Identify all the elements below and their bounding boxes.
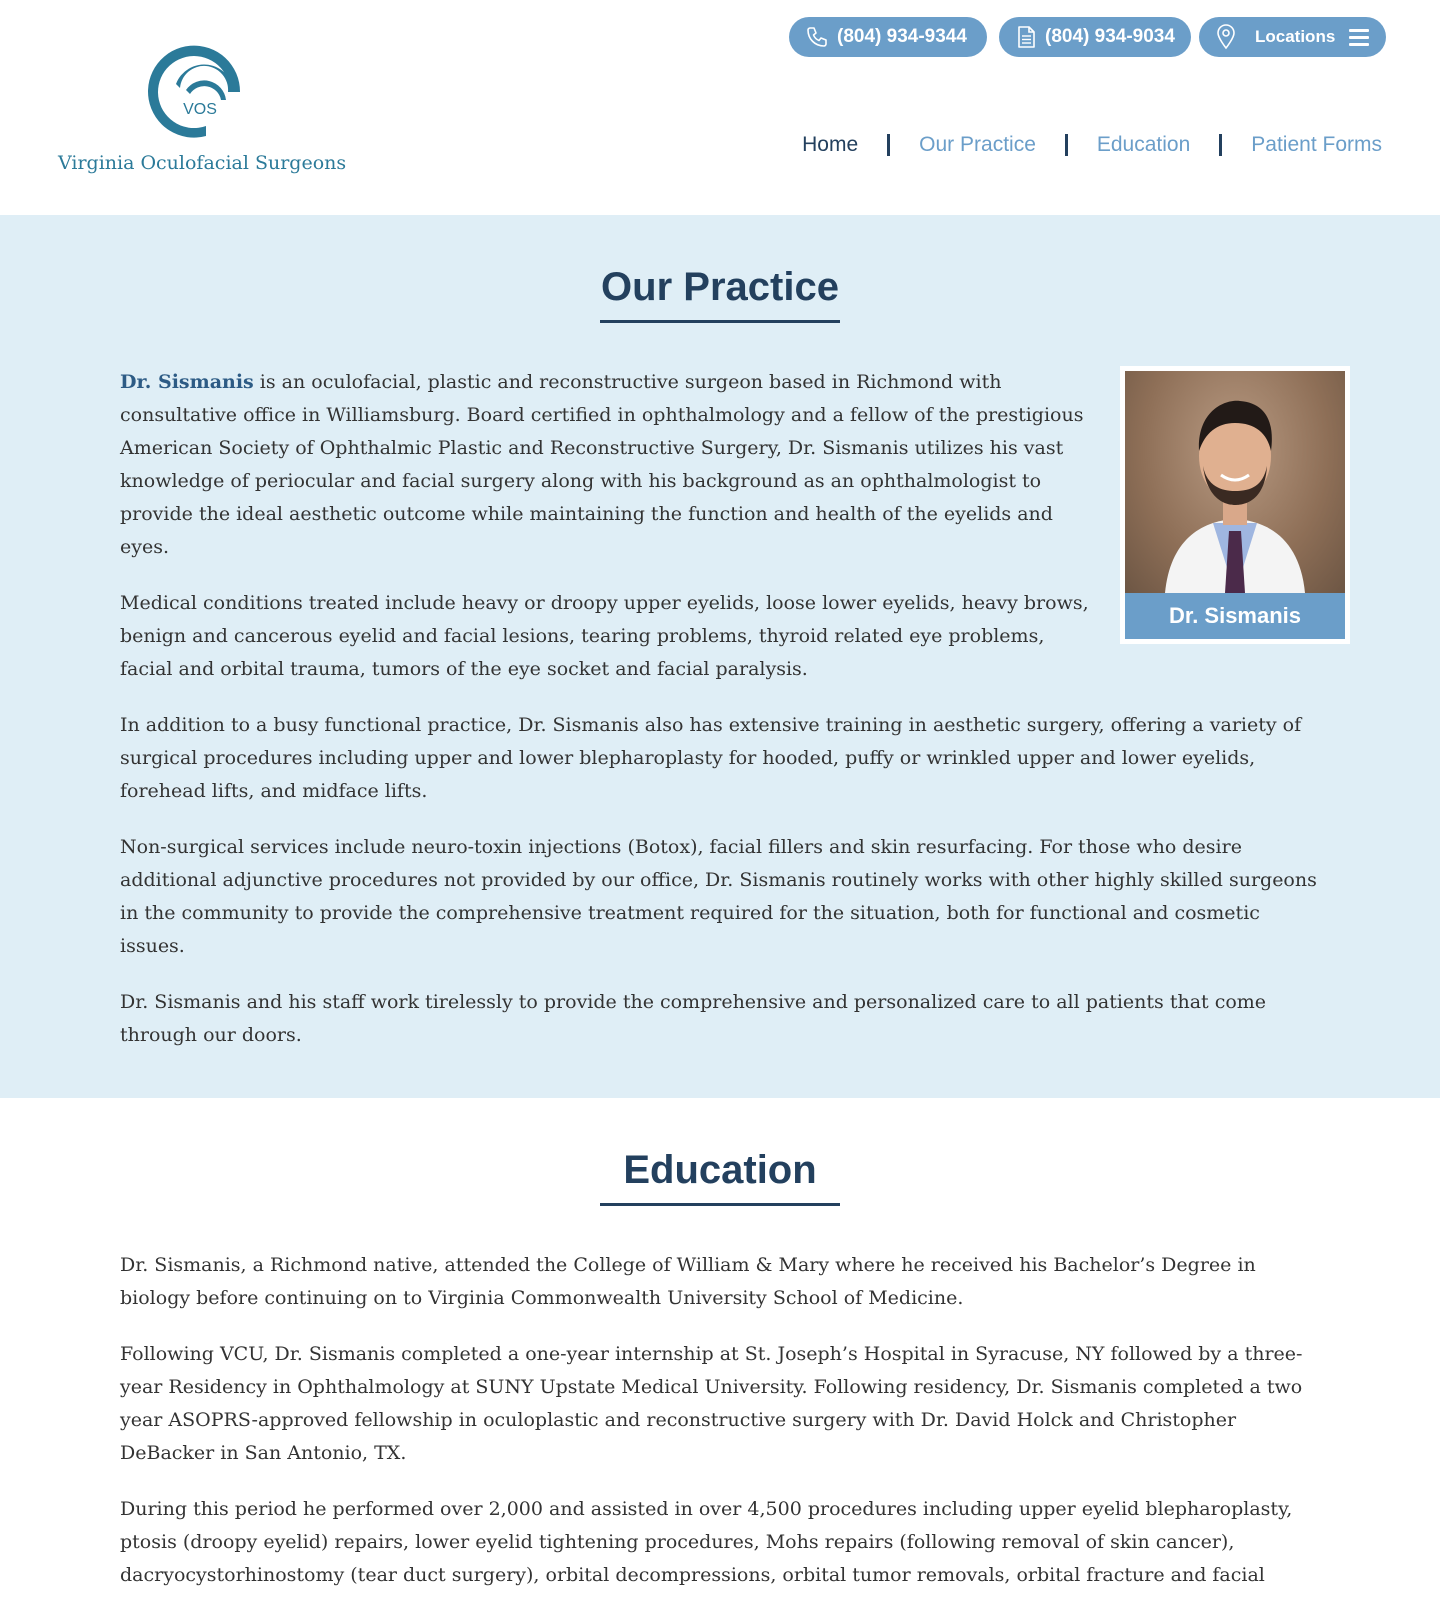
photo-caption: Dr. Sismanis — [1125, 593, 1345, 639]
practice-content — [0, 323, 1440, 1052]
nav-divider — [887, 134, 890, 156]
hamburger-menu-icon[interactable] — [1348, 27, 1370, 47]
nav-divider — [1219, 134, 1222, 156]
education-content — [0, 1206, 1440, 1592]
practice-paragraph: Dr. Sismanis and his staff work tirelessly to provide the comprehensive and personalized care to all patients that come through our doors. — [120, 991, 1267, 1046]
doctor-photo — [1125, 371, 1345, 593]
education-section — [0, 1098, 1440, 1592]
fax-button[interactable] — [999, 17, 1191, 57]
doctor-name-highlight: Dr. Sismanis — [120, 371, 254, 393]
phone-icon — [805, 25, 829, 49]
phone-button[interactable] — [789, 17, 987, 57]
locations-button[interactable] — [1199, 17, 1386, 57]
phone-number: (804) 934-9344 — [837, 26, 967, 47]
nav-divider — [1065, 134, 1068, 156]
fax-number: (804) 934-9034 — [1045, 26, 1175, 47]
site-header — [0, 0, 1440, 215]
doctor-photo-card — [1120, 366, 1350, 644]
doctor-portrait-illustration — [1125, 371, 1345, 593]
education-heading: Education — [623, 1148, 817, 1192]
practice-paragraph: Medical conditions treated include heavy or droopy upper eyelids, loose lower eyelids, heavy brows, benign and cancerous eyelid and facial lesions, tearing problems, thyroid related eye problems, facial and orbital trauma, tumors of the eye socket and facial paralysis. — [120, 592, 1089, 680]
main-nav — [802, 133, 1382, 157]
education-paragraph: Following VCU, Dr. Sismanis completed a one-year internship at St. Joseph’s Hospital in Syracuse, NY followed by a three-year Residency in Ophthalmology at SUNY Upstate Medical University. Following residency, Dr. Sismanis completed a two year ASOPRS-approved fellowship in oculoplastic and reconstructive surgery with Dr. David Holck and Christopher DeBacker in San Antonio, TX. — [120, 1343, 1303, 1464]
logo-abbreviation: VOS — [183, 101, 217, 118]
practice-paragraph: In addition to a busy functional practice, Dr. Sismanis also has extensive training in aesthetic surgery, offering a variety of surgical procedures including upper and lower blepharoplasty for hooded, puffy or wrinkled upper and lower eyelids, forehead lifts, and midface lifts. — [120, 714, 1302, 802]
site-logo[interactable] — [58, 44, 348, 184]
our-practice-heading: Our Practice — [601, 265, 839, 309]
logo-arcs-icon — [146, 44, 246, 144]
education-paragraph: Dr. Sismanis, a Richmond native, attended the College of William & Mary where he received his Bachelor’s Degree in biology before continuing on to Virginia Commonwealth University School of Medicine. — [120, 1254, 1256, 1309]
nav-home[interactable]: Home — [802, 133, 859, 156]
education-paragraph: During this period he performed over 2,000 and assisted in over 4,500 procedures including upper eyelid blepharoplasty, ptosis (droopy eyelid) repairs, lower eyelid tightening procedures, Mohs repairs (following removal of skin cancer), dacryocystorhinostomy (tear duct surgery), orbital decompressions, orbital tumor removals, orbital fracture and facial — [120, 1498, 1293, 1586]
practice-paragraph-text: is an oculofacial, plastic and reconstructive surgeon based in Richmond with consultative office in Williamsburg. Board certified in ophthalmology and a fellow of the prestigious American Society of Ophthalmic Plastic and Reconstructive Surgery, Dr. Sismanis utilizes his vast knowledge of periocular and facial surgery along with his background as an ophthalmologist to provide the ideal aesthetic outcome while maintaining the function and health of the eyelids and eyes. — [120, 371, 1084, 558]
logo-name: Virginia Oculofacial Surgeons — [58, 152, 347, 174]
our-practice-section — [0, 215, 1440, 1098]
practice-paragraph: Non-surgical services include neuro-toxin injections (Botox), facial fillers and skin resurfacing. For those who desire additional adjunctive procedures not provided by our office, Dr. Sismanis routinely works with other highly skilled surgeons in the community to provide the comprehensive treatment required for the situation, both for functional and cosmetic issues. — [120, 836, 1317, 957]
nav-our-practice[interactable]: Our Practice — [919, 133, 1036, 156]
locations-label: Locations — [1255, 27, 1336, 46]
nav-patient-forms[interactable]: Patient Forms — [1251, 133, 1382, 156]
document-icon — [1015, 25, 1037, 49]
nav-education[interactable]: Education — [1096, 133, 1191, 156]
map-pin-icon — [1215, 24, 1237, 50]
